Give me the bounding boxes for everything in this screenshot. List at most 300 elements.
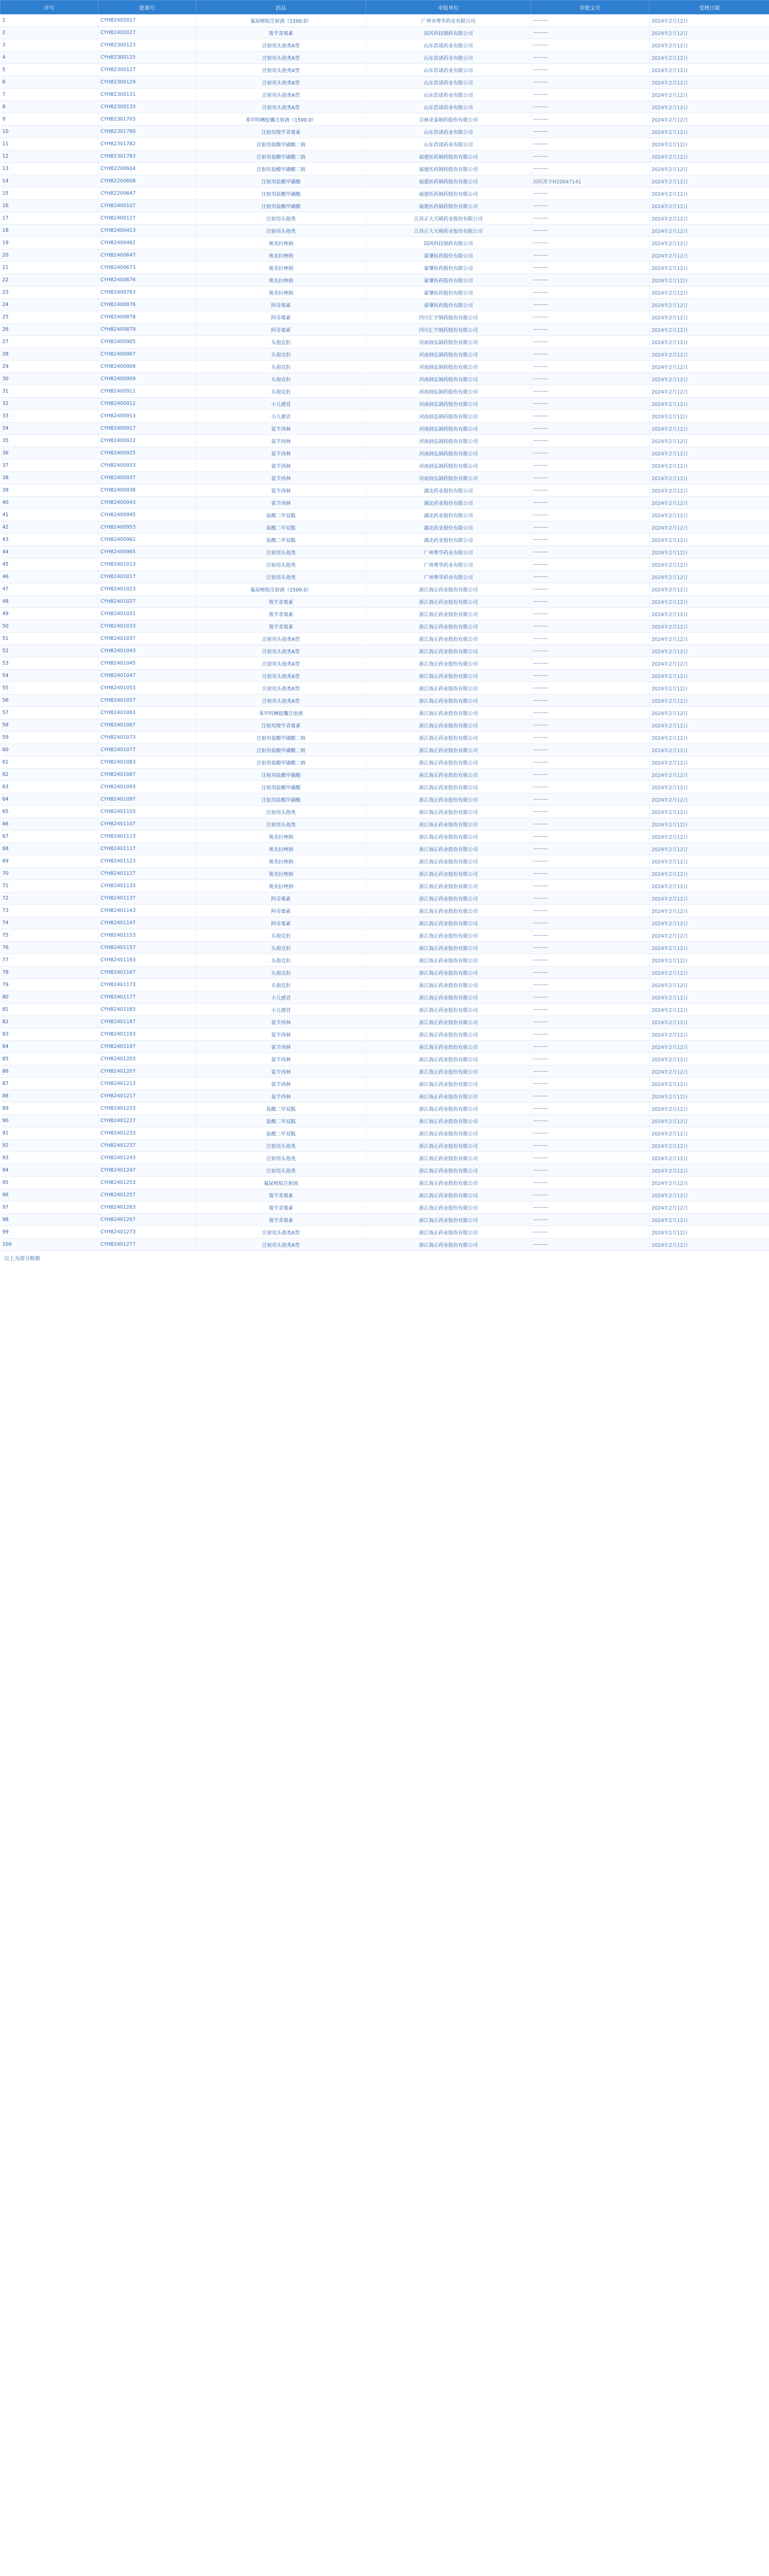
row-date: 2024年2月12日 bbox=[650, 1115, 769, 1127]
row-index: 60 bbox=[1, 744, 98, 756]
row-approval-doc: ——— bbox=[531, 1016, 650, 1028]
row-date: 2024年2月12日 bbox=[650, 14, 769, 27]
row-drug: 盐酸二甲双胍 bbox=[196, 1103, 366, 1115]
row-approval-doc: ——— bbox=[531, 831, 650, 843]
table-row bbox=[1, 348, 769, 361]
row-drug: 注射用头孢类A型 bbox=[196, 1226, 366, 1239]
row-applicant: 湖北药业股份有限公司 bbox=[366, 534, 531, 546]
row-drug: 注射用头孢类A型 bbox=[196, 89, 366, 101]
row-approval-doc: ——— bbox=[531, 979, 650, 991]
row-applicant: 浙江海正药业股份有限公司 bbox=[366, 608, 531, 620]
row-date: 2024年2月12日 bbox=[650, 1065, 769, 1078]
row-approval-no: CYHB2401227 bbox=[98, 1115, 196, 1127]
row-date: 2024年2月12日 bbox=[650, 385, 769, 398]
row-drug: 氨苄西林 bbox=[196, 460, 366, 472]
row-approval-no: CYHB2400413 bbox=[98, 225, 196, 237]
row-index: 17 bbox=[1, 212, 98, 225]
row-applicant: 蒙肇医药股份有限公司 bbox=[366, 274, 531, 286]
row-drug: 注射用头孢类A型 bbox=[196, 657, 366, 670]
row-index: 96 bbox=[1, 1189, 98, 1201]
row-applicant: 河南润弘制药股份有限公司 bbox=[366, 435, 531, 447]
row-drug: 头孢克肟 bbox=[196, 929, 366, 942]
table-row bbox=[1, 1239, 769, 1251]
row-approval-doc: ——— bbox=[531, 472, 650, 484]
row-drug: 小儿感冒 bbox=[196, 410, 366, 422]
row-drug: 注射用盐酸甲磺酸 bbox=[196, 769, 366, 781]
row-approval-no: CYHB2401153 bbox=[98, 929, 196, 942]
row-approval-no: CYHB2401073 bbox=[98, 732, 196, 744]
row-drug: 注射用盐酸甲磺酸二钠 bbox=[196, 163, 366, 175]
row-applicant: 浙江海正药业股份有限公司 bbox=[366, 1189, 531, 1201]
row-approval-no: CYHB2401273 bbox=[98, 1226, 196, 1239]
row-index: 30 bbox=[1, 373, 98, 385]
row-approval-doc: ——— bbox=[531, 558, 650, 571]
table-row bbox=[1, 1226, 769, 1239]
row-approval-no: CYHB2401063 bbox=[98, 707, 196, 719]
row-approval-doc: ——— bbox=[531, 262, 650, 274]
row-index: 4 bbox=[1, 52, 98, 64]
row-approval-doc: ——— bbox=[531, 967, 650, 979]
row-index: 59 bbox=[1, 732, 98, 744]
row-drug: 氨苄西林 bbox=[196, 497, 366, 509]
row-applicant: 浙江海正药业股份有限公司 bbox=[366, 806, 531, 818]
table-row bbox=[1, 113, 769, 126]
row-date: 2024年2月12日 bbox=[650, 954, 769, 967]
row-applicant: 浙江海正药业股份有限公司 bbox=[366, 732, 531, 744]
row-approval-no: CYHB2401187 bbox=[98, 1016, 196, 1028]
row-index: 65 bbox=[1, 806, 98, 818]
table-row bbox=[1, 1127, 769, 1140]
table-row bbox=[1, 1214, 769, 1226]
row-drug: 注射用头孢类 bbox=[196, 225, 366, 237]
row-approval-no: CYHB2300123 bbox=[98, 39, 196, 52]
row-date: 2024年2月12日 bbox=[650, 880, 769, 892]
row-approval-no: CYHB2301783 bbox=[98, 150, 196, 163]
row-approval-doc: ——— bbox=[531, 311, 650, 324]
row-date: 2024年2月12日 bbox=[650, 101, 769, 113]
row-drug: 注射用头孢类 bbox=[196, 806, 366, 818]
table-row bbox=[1, 583, 769, 596]
table-row bbox=[1, 1152, 769, 1164]
row-drug: 氨苄西林 bbox=[196, 1078, 366, 1090]
row-applicant: 河南润弘制药股份有限公司 bbox=[366, 361, 531, 373]
row-index: 44 bbox=[1, 546, 98, 558]
row-date: 2024年2月12日 bbox=[650, 113, 769, 126]
row-approval-doc: ——— bbox=[531, 991, 650, 1004]
row-date: 2024年2月12日 bbox=[650, 484, 769, 497]
row-applicant: 浙江海正药业股份有限公司 bbox=[366, 1214, 531, 1226]
row-applicant: 浙江海正药业股份有限公司 bbox=[366, 843, 531, 855]
row-index: 26 bbox=[1, 324, 98, 336]
row-index: 36 bbox=[1, 447, 98, 460]
row-drug: 盐酸二甲双胍 bbox=[196, 509, 366, 521]
row-approval-no: CYHB2200604 bbox=[98, 163, 196, 175]
row-drug: 注射用头孢类 bbox=[196, 558, 366, 571]
row-approval-doc: ——— bbox=[531, 645, 650, 657]
row-date: 2024年2月12日 bbox=[650, 521, 769, 534]
table-row bbox=[1, 596, 769, 608]
row-applicant: 河南润弘制药股份有限公司 bbox=[366, 336, 531, 348]
row-drug: 头孢克肟 bbox=[196, 979, 366, 991]
row-approval-no: CYHB2300129 bbox=[98, 76, 196, 89]
row-drug: 小儿感冒 bbox=[196, 991, 366, 1004]
row-approval-doc: ——— bbox=[531, 101, 650, 113]
row-applicant: 浙江海正药业股份有限公司 bbox=[366, 1239, 531, 1251]
table-row bbox=[1, 967, 769, 979]
table-row bbox=[1, 682, 769, 694]
row-approval-no: CYHB2400937 bbox=[98, 472, 196, 484]
row-date: 2024年2月12日 bbox=[650, 682, 769, 694]
table-row bbox=[1, 991, 769, 1004]
table-row bbox=[1, 286, 769, 299]
row-applicant: 广州市粤华药业有限公司 bbox=[366, 14, 531, 27]
row-approval-doc: ——— bbox=[531, 126, 650, 138]
row-applicant: 浙江海正药业股份有限公司 bbox=[366, 967, 531, 979]
row-applicant: 浙江海正药业股份有限公司 bbox=[366, 868, 531, 880]
table-row bbox=[1, 1041, 769, 1053]
row-date: 2024年2月12日 bbox=[650, 942, 769, 954]
row-index: 50 bbox=[1, 620, 98, 633]
header-drug: 药品 bbox=[196, 1, 366, 14]
row-applicant: 浙江海正药业股份有限公司 bbox=[366, 744, 531, 756]
row-applicant: 浙江海正药业股份有限公司 bbox=[366, 1201, 531, 1214]
row-applicant: 浙江海正药业股份有限公司 bbox=[366, 1226, 531, 1239]
row-drug: 注射用头孢类 bbox=[196, 571, 366, 583]
row-approval-no: CYHB2401117 bbox=[98, 843, 196, 855]
row-approval-no: CYHB2401027 bbox=[98, 596, 196, 608]
row-approval-no: CYHB2401213 bbox=[98, 1078, 196, 1090]
row-date: 2024年2月12日 bbox=[650, 1053, 769, 1065]
row-index: 20 bbox=[1, 249, 98, 262]
table-row bbox=[1, 732, 769, 744]
row-date: 2024年2月12日 bbox=[650, 583, 769, 596]
row-approval-doc: ——— bbox=[531, 732, 650, 744]
row-approval-doc: ——— bbox=[531, 534, 650, 546]
table-row bbox=[1, 1078, 769, 1090]
row-date: 2024年2月12日 bbox=[650, 188, 769, 200]
row-approval-no: CYHB2401023 bbox=[98, 583, 196, 596]
row-approval-doc: ——— bbox=[531, 150, 650, 163]
row-index: 66 bbox=[1, 818, 98, 831]
row-approval-doc: ——— bbox=[531, 324, 650, 336]
header-date: 受理日期 bbox=[650, 1, 769, 14]
row-drug: 头孢克肟 bbox=[196, 942, 366, 954]
row-index: 91 bbox=[1, 1127, 98, 1140]
row-date: 2024年2月12日 bbox=[650, 225, 769, 237]
row-applicant: 浙江海正药业股份有限公司 bbox=[366, 818, 531, 831]
row-applicant: 广州粤华药业有限公司 bbox=[366, 571, 531, 583]
row-drug: 阿奇霉素 bbox=[196, 299, 366, 311]
row-approval-no: CYHB2300125 bbox=[98, 52, 196, 64]
row-index: 34 bbox=[1, 422, 98, 435]
row-date: 2024年2月12日 bbox=[650, 929, 769, 942]
row-applicant: 蒙肇医药股份有限公司 bbox=[366, 286, 531, 299]
row-applicant: 浙江海正药业股份有限公司 bbox=[366, 756, 531, 769]
row-drug: 阿奇霉素 bbox=[196, 324, 366, 336]
row-approval-doc: ——— bbox=[531, 39, 650, 52]
table-row bbox=[1, 14, 769, 27]
row-applicant: 浙江海正药业股份有限公司 bbox=[366, 682, 531, 694]
row-applicant: 山东浩诺药业有限公司 bbox=[366, 64, 531, 76]
row-index: 83 bbox=[1, 1028, 98, 1041]
row-date: 2024年2月12日 bbox=[650, 76, 769, 89]
table-row bbox=[1, 200, 769, 212]
row-index: 38 bbox=[1, 472, 98, 484]
row-drug: 注射用羧苄青霉素 bbox=[196, 126, 366, 138]
table-row bbox=[1, 905, 769, 917]
row-drug: 注射用头孢类A型 bbox=[196, 1239, 366, 1251]
row-approval-no: CYHB2400107 bbox=[98, 200, 196, 212]
row-approval-doc: ——— bbox=[531, 1115, 650, 1127]
row-drug: 羧苄青霉素 bbox=[196, 1201, 366, 1214]
row-index: 15 bbox=[1, 188, 98, 200]
row-approval-doc: ——— bbox=[531, 546, 650, 558]
row-date: 2024年2月12日 bbox=[650, 361, 769, 373]
row-approval-doc: ——— bbox=[531, 509, 650, 521]
row-approval-no: CYHB2400907 bbox=[98, 348, 196, 361]
row-approval-no: CYHB2401207 bbox=[98, 1065, 196, 1078]
table-row bbox=[1, 484, 769, 497]
table-row bbox=[1, 76, 769, 89]
row-drug: 盐酸二甲双胍 bbox=[196, 534, 366, 546]
row-approval-doc: 国药准字H20047141 bbox=[531, 175, 650, 188]
row-approval-doc: ——— bbox=[531, 1053, 650, 1065]
row-approval-doc: ——— bbox=[531, 917, 650, 929]
row-index: 18 bbox=[1, 225, 98, 237]
row-index: 58 bbox=[1, 719, 98, 732]
row-index: 10 bbox=[1, 126, 98, 138]
row-drug: 注射用盐酸甲磺酸二钠 bbox=[196, 756, 366, 769]
row-applicant: 江苏正大天晴药业股份有限公司 bbox=[366, 212, 531, 225]
row-drug: 氨苄西林 bbox=[196, 435, 366, 447]
row-date: 2024年2月12日 bbox=[650, 917, 769, 929]
row-date: 2024年2月12日 bbox=[650, 299, 769, 311]
row-approval-doc: ——— bbox=[531, 460, 650, 472]
row-drug: 奥美拉唑钠 bbox=[196, 880, 366, 892]
row-index: 35 bbox=[1, 435, 98, 447]
row-approval-doc: ——— bbox=[531, 843, 650, 855]
row-drug: 注射用头孢类A型 bbox=[196, 670, 366, 682]
row-applicant: 浙江海正药业股份有限公司 bbox=[366, 1090, 531, 1103]
row-approval-doc: ——— bbox=[531, 942, 650, 954]
table-row bbox=[1, 126, 769, 138]
row-date: 2024年2月12日 bbox=[650, 1004, 769, 1016]
row-applicant: 浙江海正药业股份有限公司 bbox=[366, 855, 531, 868]
row-approval-no: CYHB2200647 bbox=[98, 188, 196, 200]
table-row bbox=[1, 917, 769, 929]
table-row bbox=[1, 101, 769, 113]
row-date: 2024年2月12日 bbox=[650, 756, 769, 769]
row-drug: 头孢克肟 bbox=[196, 336, 366, 348]
table-row bbox=[1, 781, 769, 793]
row-date: 2024年2月12日 bbox=[650, 608, 769, 620]
row-drug: 氨苄西林 bbox=[196, 1053, 366, 1065]
row-date: 2024年2月12日 bbox=[650, 64, 769, 76]
row-approval-no: CYHB2400876 bbox=[98, 299, 196, 311]
row-approval-no: CYHB2400909 bbox=[98, 373, 196, 385]
row-index: 80 bbox=[1, 991, 98, 1004]
row-index: 52 bbox=[1, 645, 98, 657]
row-approval-doc: ——— bbox=[531, 299, 650, 311]
row-approval-doc: ——— bbox=[531, 818, 650, 831]
table-row bbox=[1, 1103, 769, 1115]
row-approval-no: CYHB2400462 bbox=[98, 237, 196, 249]
row-approval-no: CYHB2401223 bbox=[98, 1103, 196, 1115]
row-date: 2024年2月12日 bbox=[650, 249, 769, 262]
row-approval-no: CYHB2400953 bbox=[98, 521, 196, 534]
row-approval-doc: ——— bbox=[531, 64, 650, 76]
row-drug: 氟尿嘧啶注射液（1500.0） bbox=[196, 14, 366, 27]
row-approval-doc: ——— bbox=[531, 348, 650, 361]
row-date: 2024年2月12日 bbox=[650, 336, 769, 348]
row-index: 19 bbox=[1, 237, 98, 249]
row-drug: 阿奇霉素 bbox=[196, 917, 366, 929]
table-header bbox=[1, 1, 769, 14]
table-row bbox=[1, 299, 769, 311]
row-drug: 羧苄青霉素 bbox=[196, 1214, 366, 1226]
table-row bbox=[1, 262, 769, 274]
row-drug: 阿奇霉素 bbox=[196, 311, 366, 324]
table-row bbox=[1, 707, 769, 719]
row-drug: 小儿感冒 bbox=[196, 398, 366, 410]
table-row bbox=[1, 546, 769, 558]
row-applicant: 河南润弘制药股份有限公司 bbox=[366, 472, 531, 484]
row-date: 2024年2月12日 bbox=[650, 286, 769, 299]
row-applicant: 浙江海正药业股份有限公司 bbox=[366, 1004, 531, 1016]
row-index: 11 bbox=[1, 138, 98, 150]
row-index: 74 bbox=[1, 917, 98, 929]
row-approval-no: CYHB2401033 bbox=[98, 620, 196, 633]
row-applicant: 浙江海正药业股份有限公司 bbox=[366, 905, 531, 917]
row-index: 41 bbox=[1, 509, 98, 521]
row-date: 2024年2月12日 bbox=[650, 497, 769, 509]
row-approval-doc: ——— bbox=[531, 385, 650, 398]
table-row bbox=[1, 769, 769, 781]
row-applicant: 河南润弘制药股份有限公司 bbox=[366, 447, 531, 460]
row-applicant: 广州粤华药业有限公司 bbox=[366, 546, 531, 558]
row-approval-no: CYHB2401177 bbox=[98, 991, 196, 1004]
row-applicant: 浙江海正药业股份有限公司 bbox=[366, 1115, 531, 1127]
row-index: 39 bbox=[1, 484, 98, 497]
row-date: 2024年2月12日 bbox=[650, 435, 769, 447]
row-index: 68 bbox=[1, 843, 98, 855]
row-drug: 头孢克肟 bbox=[196, 373, 366, 385]
row-approval-no: CYHB2401107 bbox=[98, 818, 196, 831]
table-row bbox=[1, 1177, 769, 1189]
row-approval-doc: ——— bbox=[531, 422, 650, 435]
row-applicant: 浙江海正药业股份有限公司 bbox=[366, 1078, 531, 1090]
row-drug: 盐酸二甲双胍 bbox=[196, 1115, 366, 1127]
row-index: 99 bbox=[1, 1226, 98, 1239]
row-approval-no: CYHB2400922 bbox=[98, 435, 196, 447]
row-approval-doc: ——— bbox=[531, 249, 650, 262]
row-applicant: 浙江海正药业股份有限公司 bbox=[366, 1177, 531, 1189]
row-index: 86 bbox=[1, 1065, 98, 1078]
row-applicant: 浙江海正药业股份有限公司 bbox=[366, 1028, 531, 1041]
row-index: 5 bbox=[1, 64, 98, 76]
table-row bbox=[1, 1028, 769, 1041]
row-approval-doc: ——— bbox=[531, 954, 650, 967]
row-approval-no: CYHB2400878 bbox=[98, 311, 196, 324]
table-row bbox=[1, 756, 769, 769]
row-date: 2024年2月12日 bbox=[650, 1226, 769, 1239]
row-approval-doc: ——— bbox=[531, 1177, 650, 1189]
row-approval-no: CYHB2401233 bbox=[98, 1127, 196, 1140]
row-applicant: 浙江海正药业股份有限公司 bbox=[366, 694, 531, 707]
table-row bbox=[1, 373, 769, 385]
row-date: 2024年2月12日 bbox=[650, 806, 769, 818]
row-date: 2024年2月12日 bbox=[650, 571, 769, 583]
row-index: 95 bbox=[1, 1177, 98, 1189]
row-applicant: 河南润弘制药股份有限公司 bbox=[366, 460, 531, 472]
table-row bbox=[1, 1053, 769, 1065]
table-row bbox=[1, 460, 769, 472]
row-drug: 羧苄青霉素 bbox=[196, 620, 366, 633]
table-row bbox=[1, 212, 769, 225]
row-index: 64 bbox=[1, 793, 98, 806]
row-index: 88 bbox=[1, 1090, 98, 1103]
row-approval-doc: ——— bbox=[531, 410, 650, 422]
row-approval-doc: ——— bbox=[531, 1189, 650, 1201]
row-approval-doc: ——— bbox=[531, 1127, 650, 1140]
row-drug: 头孢克肟 bbox=[196, 348, 366, 361]
row-approval-no: CYHB2400938 bbox=[98, 484, 196, 497]
row-date: 2024年2月12日 bbox=[650, 818, 769, 831]
row-applicant: 河南润弘制药股份有限公司 bbox=[366, 410, 531, 422]
row-approval-no: CYHB2401123 bbox=[98, 855, 196, 868]
row-applicant: 湖北药业股份有限公司 bbox=[366, 509, 531, 521]
row-approval-no: CYHB2402017 bbox=[98, 14, 196, 27]
row-drug: 苯甲吗啉胶囊注射液 bbox=[196, 707, 366, 719]
row-drug: 氨苄西林 bbox=[196, 422, 366, 435]
row-drug: 注射用头孢类A型 bbox=[196, 76, 366, 89]
row-date: 2024年2月12日 bbox=[650, 1239, 769, 1251]
row-drug: 注射用头孢类 bbox=[196, 546, 366, 558]
row-approval-no: CYHB2400676 bbox=[98, 274, 196, 286]
row-applicant: 浙江海正药业股份有限公司 bbox=[366, 1164, 531, 1177]
row-approval-doc: ——— bbox=[531, 707, 650, 719]
row-approval-doc: ——— bbox=[531, 1065, 650, 1078]
table-row bbox=[1, 831, 769, 843]
row-date: 2024年2月12日 bbox=[650, 1214, 769, 1226]
row-approval-no: CYHB2401077 bbox=[98, 744, 196, 756]
row-approval-doc: ——— bbox=[531, 76, 650, 89]
table-row bbox=[1, 27, 769, 39]
row-index: 32 bbox=[1, 398, 98, 410]
row-approval-no: CYHB2401133 bbox=[98, 880, 196, 892]
row-approval-no: CYHB2401217 bbox=[98, 1090, 196, 1103]
row-approval-no: CYHB2400647 bbox=[98, 249, 196, 262]
row-index: 73 bbox=[1, 905, 98, 917]
row-date: 2024年2月12日 bbox=[650, 868, 769, 880]
row-date: 2024年2月12日 bbox=[650, 509, 769, 521]
row-date: 2024年2月12日 bbox=[650, 447, 769, 460]
row-drug: 奥美拉唑钠 bbox=[196, 855, 366, 868]
row-index: 87 bbox=[1, 1078, 98, 1090]
row-date: 2024年2月12日 bbox=[650, 855, 769, 868]
row-index: 12 bbox=[1, 150, 98, 163]
row-index: 22 bbox=[1, 274, 98, 286]
row-drug: 氨苄西林 bbox=[196, 472, 366, 484]
row-approval-no: CYHB2400925 bbox=[98, 447, 196, 460]
row-approval-no: CYHB2401037 bbox=[98, 633, 196, 645]
row-approval-no: CYHB2400945 bbox=[98, 509, 196, 521]
table-row bbox=[1, 868, 769, 880]
row-index: 45 bbox=[1, 558, 98, 571]
row-approval-no: CYHB2400913 bbox=[98, 410, 196, 422]
row-index: 57 bbox=[1, 707, 98, 719]
row-index: 13 bbox=[1, 163, 98, 175]
